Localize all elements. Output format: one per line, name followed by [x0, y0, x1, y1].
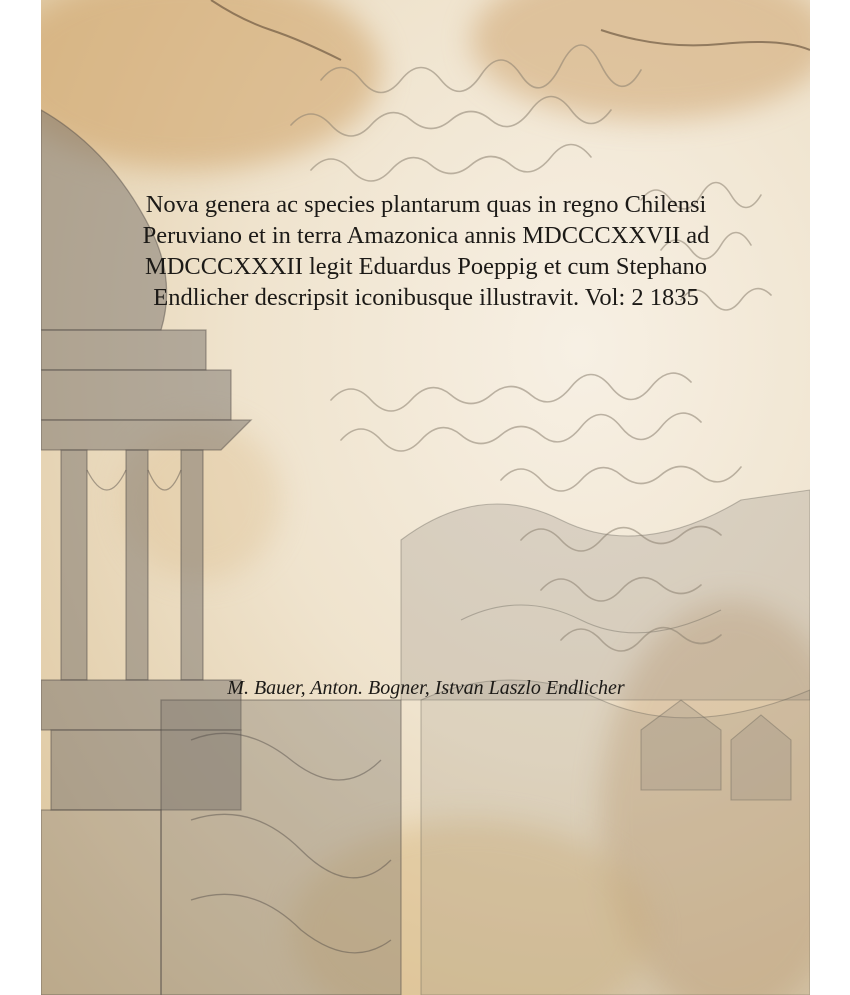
paper-crack-lines — [211, 0, 810, 60]
book-cover — [41, 0, 810, 995]
book-author: M. Bauer, Anton. Bogner, Istvan Laszlo Endlicher — [227, 677, 625, 699]
book-title: Nova genera ac species plantarum quas in regno Chilensi Peruviano et in terra Amazonica annis MDCCCXXVII ad MDCCCXXXII legit Eduardus Poeppig et cum Stephano Endlicher descripsit iconibusque illustravit. Vol: 2 1835 — [142, 191, 710, 311]
landscape-engraving — [401, 490, 810, 995]
cover-artwork-illustration — [41, 0, 810, 995]
